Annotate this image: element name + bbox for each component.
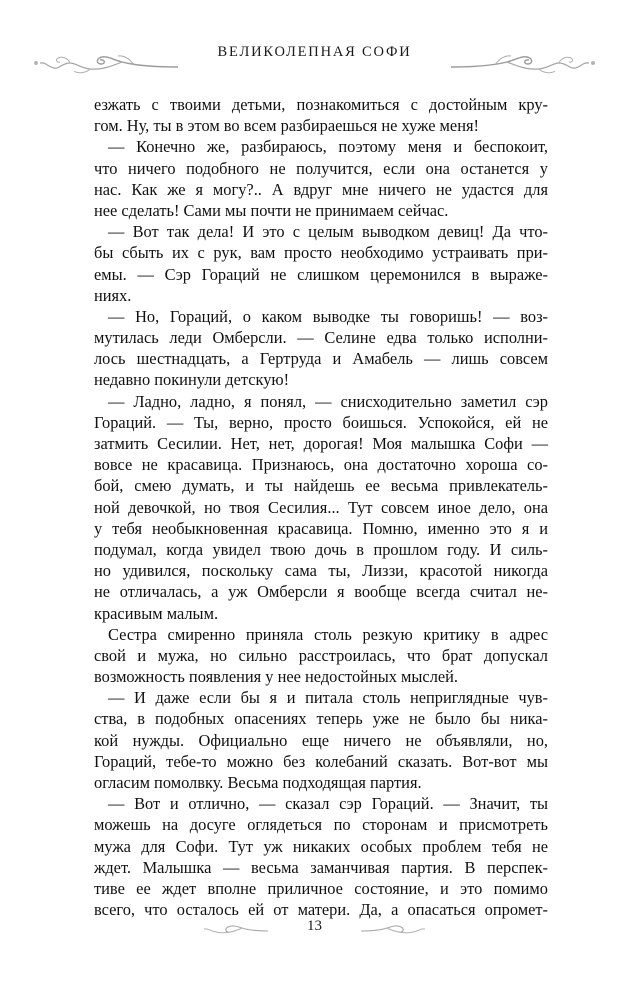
book-title: ВЕЛИКОЛЕПНАЯ СОФИ bbox=[217, 44, 412, 60]
text-line: недавно покинули детскую! bbox=[94, 370, 290, 390]
text-line: бой, смею думать, и ты найдешь ее весьма привлекатель- bbox=[94, 476, 548, 496]
text-line: — И даже если бы я и питала столь неприглядные чув- bbox=[108, 688, 548, 708]
text-line: езжать с твоими детьми, познакомиться с достойным кру- bbox=[94, 95, 548, 114]
text-line: затмить Сесилии. Нет, нет, дорогая! Моя малышка Софи — bbox=[94, 434, 548, 453]
text-line: Гораций, тебе-то можно без колебаний сказать. Вот-вот мы bbox=[94, 751, 548, 771]
right-flourish-ornament bbox=[449, 50, 599, 76]
running-head bbox=[30, 42, 599, 82]
text-line: емы. — Сэр Гораций не слишком церемонился в выраже- bbox=[94, 264, 548, 284]
text-line: нее сделать! Сами мы почти не принимаем сейчас. bbox=[94, 200, 449, 220]
body-text bbox=[94, 94, 548, 920]
text-line: возможность появления у нее недостойных мыслей. bbox=[94, 667, 459, 687]
page-number: 13 bbox=[307, 918, 322, 934]
text-line: Сестра смиренно приняла столь резкую критику в адрес bbox=[108, 624, 548, 644]
text-line: нас. Как же я могу?.. А вдруг мне ничего не удастся для bbox=[94, 179, 548, 199]
text-line: подумал, когда увидел твою дочь в прошлом году. И силь- bbox=[94, 539, 548, 559]
text-line: всего, что осталось ей от матери. Да, а опасаться опромет- bbox=[94, 900, 548, 920]
text-line: — Ладно, ладно, я понял, — снисходительно заметил сэр bbox=[108, 391, 548, 411]
footer-right-ornament bbox=[359, 922, 429, 938]
text-line: бы сбыть их с рук, вам просто необходимо устраивать при- bbox=[94, 243, 548, 263]
text-line: ниях. bbox=[94, 285, 132, 305]
text-line: ной девочкой, но твоя Сесилия... Тут совсем иное дело, она bbox=[94, 497, 548, 517]
text-line: ства, в подобных опасениях теперь уже не было бы ника- bbox=[94, 709, 548, 729]
text-line: можешь на досуге оглядеться по сторонам и присмотреть bbox=[94, 815, 548, 835]
page-footer bbox=[0, 918, 629, 942]
text-line: мужа для Софи. Тут уж никаких особых проблем тебя не bbox=[94, 836, 548, 856]
text-line: что ничего подобного не получится, если она останется у bbox=[94, 158, 548, 178]
text-line: ждет. Малышка — весьма заманчивая партия. В перспек- bbox=[94, 857, 548, 877]
text-line: Гораций. — Ты, верно, просто боишься. Успокойся, ей не bbox=[94, 412, 548, 432]
text-line: но удивился, поскольку сама ты, Лиззи, красотой никогда bbox=[94, 561, 548, 581]
text-line: тиве ее ждет вполне приличное состояние, и это помимо bbox=[94, 878, 548, 898]
text-line: огласим помолвку. Весьма подходящая партия. bbox=[94, 773, 422, 792]
text-line: свой и мужа, но сильно расстроилась, что брат допускал bbox=[94, 645, 548, 665]
text-line: — Но, Гораций, о каком выводке ты говоришь! — воз- bbox=[108, 306, 548, 326]
text-line: у тебя необыкновенная красавица. Помню, именно это я и bbox=[94, 518, 548, 538]
text-line: не отличалась, а уж Омберсли я вообще всегда считал не- bbox=[94, 582, 548, 602]
text-line: вовсе не красавица. Признаюсь, она достаточно хороша со- bbox=[94, 455, 548, 475]
text-line: лось шестнадцать, а Гертруда и Амабель — лишь совсем bbox=[94, 349, 548, 369]
text-line: мутилась леди Омберсли. — Селине едва только исполни- bbox=[94, 328, 548, 348]
text-line: — Конечно же, разбираюсь, поэтому меня и беспокоит, bbox=[108, 137, 548, 157]
text-line: — Вот так дела! И это с целым выводком девиц! Да что- bbox=[108, 222, 548, 242]
text-line: гом. Ну, ты в этом во всем разбираешься не хуже меня! bbox=[94, 116, 479, 136]
text-line: красивым малым. bbox=[94, 603, 219, 623]
text-line: кой нужды. Официально еще ничего не объявляли, но, bbox=[94, 730, 548, 750]
text-line: — Вот и отлично, — сказал сэр Гораций. — Значит, ты bbox=[108, 794, 548, 814]
